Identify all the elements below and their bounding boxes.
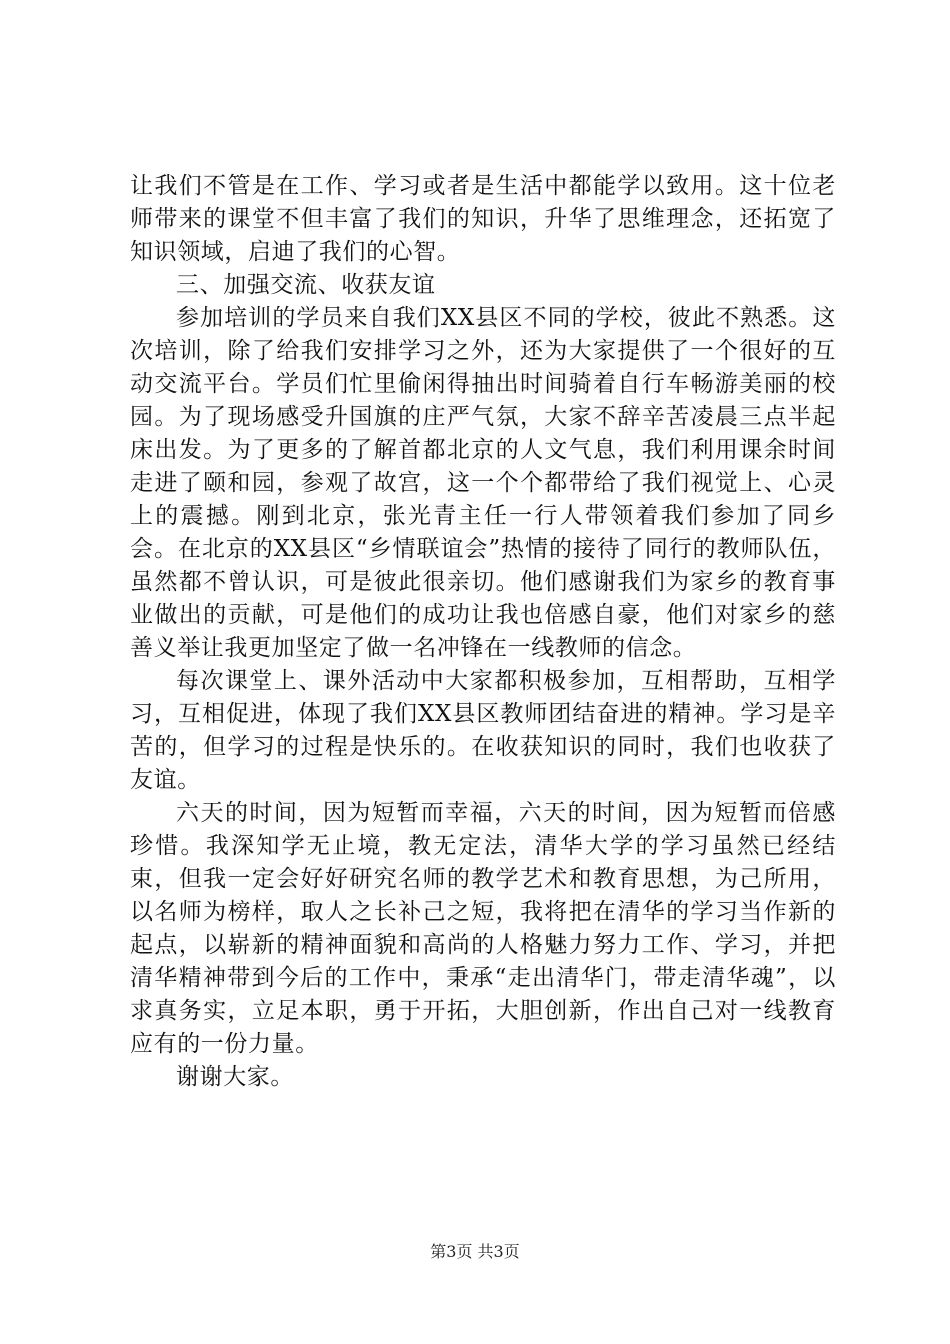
paragraph-intro-continuation: 让我们不管是在工作、学习或者是生活中都能学以致用。这十位老师带来的课堂不但丰富了我们的知识，升华了思维理念，还拓宽了知识领域，启迪了我们的心智。 bbox=[130, 173, 836, 265]
section-heading-exchange: 三、加强交流、收获友谊 bbox=[176, 272, 436, 298]
paragraph-training-exchange: 参加培训的学员来自我们XX县区不同的学校，彼此不熟悉。这次培训，除了给我们安排学习之外，还为大家提供了一个很好的互动交流平台。学员们忙里偷闲得抽出时间骑着自行车畅游美丽的校园。为了现场感受升国旗的庄严气氛，大家不辞辛苦凌晨三点半起床出发。为了更多的了解首都北京的人文气息，我们利用课余时间走进了颐和园，参观了故宫，这一个个都带给了我们视觉上、心灵上的震撼。刚到北京，张光青主任一行人带领着我们参加了同乡会。在北京的XX县区“乡情联谊会”热情的接待了同行的教师队伍，虽然都不曾认识，可是彼此很亲切。他们感谢我们为家乡的教育事业做出的贡献，可是他们的成功让我也倍感自豪，他们对家乡的慈善义举让我更加坚定了做一名冲锋在一线教师的信念。 bbox=[130, 305, 836, 661]
paragraph-thanks: 谢谢大家。 bbox=[176, 1064, 294, 1090]
page-number-footer: 第3页 共3页 bbox=[430, 1242, 520, 1261]
paragraph-mutual-help: 每次课堂上、课外活动中大家都积极参加，互相帮助，互相学习，互相促进，体现了我们XX县区教师团结奋进的精神。学习是辛苦的，但学习的过程是快乐的。在收获知识的同时，我们也收获了友谊。 bbox=[130, 668, 836, 793]
paragraph-conclusion: 六天的时间，因为短暂而幸福，六天的时间，因为短暂而倍感珍惜。我深知学无止境，教无定法，清华大学的学习虽然已经结束，但我一定会好好研究名师的教学艺术和教育思想，为己所用，以名师为榜样，取人之长补己之短，我将把在清华的学习当作新的起点，以崭新的精神面貌和高尚的人格魅力努力工作、学习，并把清华精神带到今后的工作中，秉承“走出清华门，带走清华魂”，以求真务实，立足本职，勇于开拓，大胆创新，作出自己对一线教育应有的一份力量。 bbox=[130, 800, 836, 1057]
document-body bbox=[130, 170, 836, 1094]
